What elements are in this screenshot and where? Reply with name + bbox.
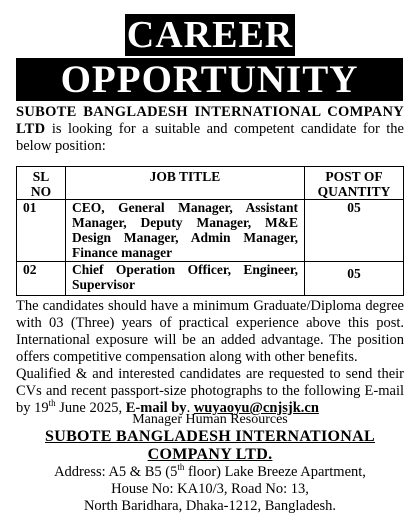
requirements-paragraph: The candidates should have a minimum Graduate/Diploma degree with 03 (Three) years of practical experience above this post. International exposure will be an added advantage. The position offers competitive compensation along with other benefits. (16, 298, 404, 365)
body-text (16, 298, 404, 417)
email-link[interactable]: wuyaoyu@cnjsjk.cn (193, 400, 319, 416)
sl-header-line2: NO (30, 184, 52, 199)
table-row (17, 262, 404, 296)
address-line1-start: Address: A5 & B5 (5 (54, 464, 178, 480)
intro-text: is looking for a suitable and competent candidate for the below position: (16, 121, 404, 154)
date-suffix: th (48, 398, 56, 409)
intro-paragraph (16, 104, 404, 155)
company-name-line1: SUBOTE BANGLADESH INTERNATIONAL (45, 428, 375, 445)
table-header-row (17, 167, 404, 200)
address-line1-end: floor) Lake Breeze Apartment, (184, 464, 366, 480)
signature-block (16, 412, 404, 515)
floor-suffix: th (177, 462, 185, 473)
table-row (17, 200, 404, 262)
address-line1 (16, 464, 404, 481)
row-quantity: 05 (305, 262, 404, 296)
qty-header-line1: POST OF (325, 169, 383, 184)
email-label: E-mail by (125, 400, 187, 416)
sl-no-header (17, 167, 66, 200)
jobs-table (16, 166, 404, 296)
row-sl: 01 (17, 200, 66, 262)
intro-company-name: SUBOTE BANGLADESH INTERNATIONAL COMPANY LTD (16, 104, 404, 137)
quantity-header (305, 167, 404, 200)
application-text: Qualified & and interested candidates are requested to send their CVs and recent passport-size photographs to the following E-mail by 19 (16, 366, 404, 416)
row-sl: 02 (17, 262, 66, 296)
sl-header-line1: SL (32, 169, 50, 184)
row-job-title: Chief Operation Officer, Engineer, Supervisor (66, 262, 305, 296)
address-line3: North Baridhara, Dhaka-1212, Bangladesh. (83, 498, 337, 514)
row-quantity: 05 (305, 200, 404, 262)
row-job-title: CEO, General Manager, Assistant Manager, Deputy Manager, M&E Design Manager, Admin Manager, Finance manager (66, 200, 305, 262)
address-line2: House No: KA10/3, Road No: 13, (111, 481, 309, 497)
qty-header-line2: QUANTITY (317, 184, 391, 199)
career-banner: CAREER (126, 14, 294, 56)
deadline-text: June 2025, (55, 400, 126, 416)
email-separator: . (186, 400, 194, 416)
application-paragraph (16, 366, 404, 417)
opportunity-banner: OPPORTUNITY (16, 58, 403, 101)
manager-title: Manager Human Resources (132, 412, 288, 427)
job-title-header: JOB TITLE (66, 167, 305, 200)
company-name-line2: COMPANY LTD. (147, 446, 273, 463)
